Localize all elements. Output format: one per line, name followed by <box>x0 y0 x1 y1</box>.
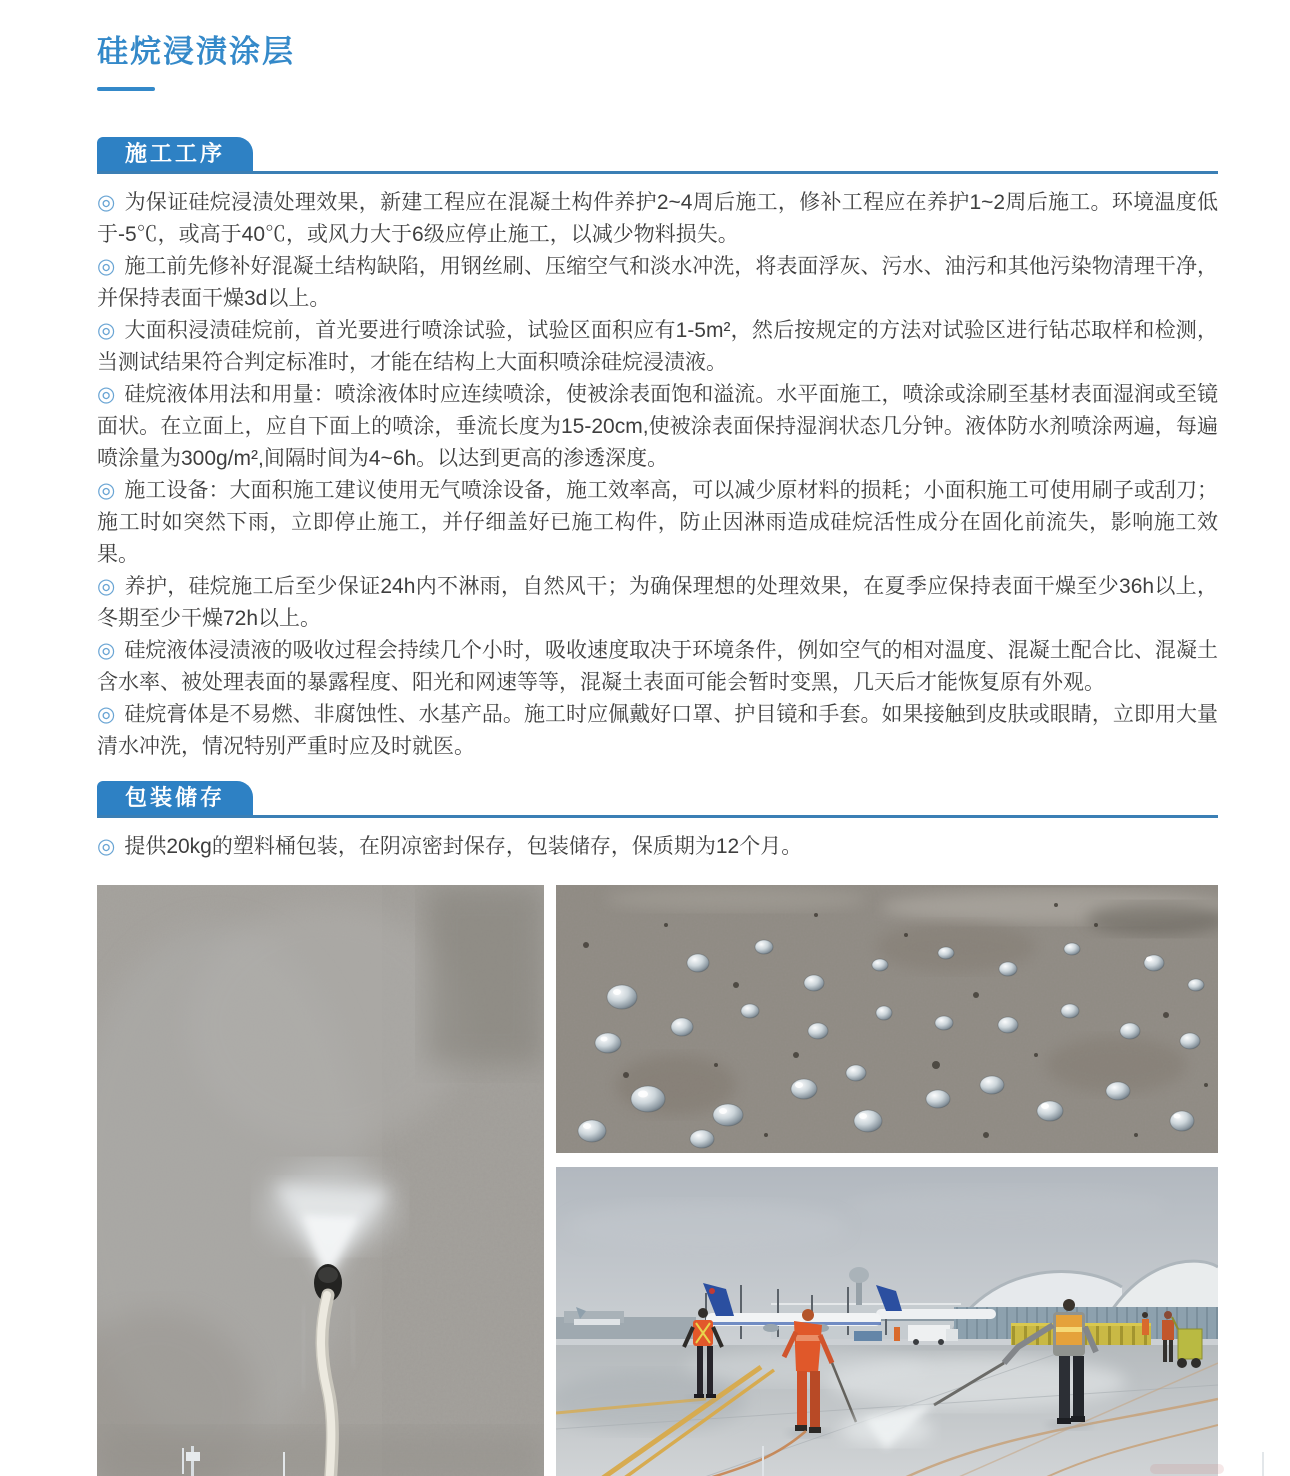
ghost-line <box>762 1446 764 1476</box>
photo-silane-spray-svg <box>97 885 544 1476</box>
bullet-text: 养护，硅烷施工后至少保证24h内不淋雨，自然风干；为确保理想的处理效果，在夏季应保持表面干燥至少36h以上，冬期至少干燥72h以上。 <box>97 575 1218 630</box>
page-content <box>97 0 1218 1476</box>
page-title: 硅烷浸渍涂层 <box>97 34 295 69</box>
section-heading-tab: 施工工序 <box>97 137 253 171</box>
bullet-text: 硅烷液体浸渍液的吸收过程会持续几个小时，吸收速度取决于环境条件，例如空气的相对温度、混凝土配合比、混凝土含水率、被处理表面的暴露程度、阳光和网速等等，混凝土表面可能会暂时变黑，几天后才能恢复原有外观。 <box>97 639 1218 694</box>
bullet-paragraph <box>97 379 1218 475</box>
section-construction-procedure <box>97 137 1218 763</box>
section-heading-tab: 包装储存 <box>97 781 253 815</box>
ghost-line <box>182 1448 184 1474</box>
photo-column-right <box>556 885 1218 1476</box>
section-heading-rule <box>97 137 1218 174</box>
section-heading-rule <box>97 781 1218 818</box>
bullet-paragraph <box>97 187 1218 251</box>
bullet-paragraph <box>97 571 1218 635</box>
bullet-text: 施工前先修补好混凝土结构缺陷，用钢丝刷、压缩空气和淡水冲洗，将表面浮灰、污水、油污和其他污染物清理干净，并保持表面干燥3d以上。 <box>97 255 1218 310</box>
bullet-icon: ◎ <box>97 575 116 598</box>
section-packaging-storage <box>97 781 1218 863</box>
bullet-text: 大面积浸渍硅烷前，首光要进行喷涂试验，试验区面积应有1-5m²，然后按规定的方法对试验区进行钻芯取样和检测，当测试结果符合判定标准时，才能在结构上大面积喷涂硅烷浸渍液。 <box>97 319 1218 374</box>
photo-water-beads-svg <box>556 885 1218 1153</box>
ghost-smudge <box>1150 1464 1224 1474</box>
photo-airport-svg <box>556 1167 1218 1476</box>
bullet-icon: ◎ <box>97 639 116 662</box>
ghost-line <box>191 1446 194 1476</box>
bullet-icon: ◎ <box>97 255 116 278</box>
bullet-text: 硅烷膏体是不易燃、非腐蚀性、水基产品。施工时应佩戴好口罩、护目镜和手套。如果接触到皮肤或眼睛，立即用大量清水冲洗，情况特别严重时应及时就医。 <box>97 703 1218 758</box>
photo-workers-spraying-airport-apron <box>556 1167 1218 1476</box>
photo-water-beads-on-concrete <box>556 885 1218 1153</box>
bullet-list <box>97 187 1218 763</box>
bullet-paragraph <box>97 315 1218 379</box>
ghost-line <box>1262 1452 1264 1476</box>
bullet-paragraph <box>97 251 1218 315</box>
bullet-paragraph <box>97 475 1218 571</box>
bullet-icon: ◎ <box>97 319 116 342</box>
bullet-icon: ◎ <box>97 835 116 858</box>
ghost-mark <box>186 1452 200 1461</box>
bullet-text: 硅烷液体用法和用量：喷涂液体时应连续喷涂，使被涂表面饱和溢流。水平面施工，喷涂或涂刷至基材表面湿润或至镜面状。在立面上，应自下面上的喷涂，垂流长度为15-20cm,使被涂表面保持湿润状态几分钟。液体防水剂喷涂两遍，每遍喷涂量为300g/m²,间隔时间为4~6h。以达到更高的渗透深度。 <box>97 383 1218 470</box>
bullet-paragraph <box>97 635 1218 699</box>
bullet-paragraph <box>97 831 1218 863</box>
ghost-line <box>283 1452 285 1476</box>
bullet-text: 为保证硅烷浸渍处理效果，新建工程应在混凝土构件养护2~4周后施工，修补工程应在养护1~2周后施工。环境温度低于-5℃，或高于40℃，或风力大于6级应停止施工，以减少物料损失。 <box>97 191 1218 246</box>
bullet-icon: ◎ <box>97 479 116 502</box>
bullet-text: 施工设备：大面积施工建议使用无气喷涂设备，施工效率高，可以减少原材料的损耗；小面积施工可使用刷子或刮刀；施工时如突然下雨，立即停止施工，并仔细盖好已施工构件，防止因淋雨造成硅烷活性成分在固化前流失，影响施工效果。 <box>97 479 1218 566</box>
bullet-icon: ◎ <box>97 703 116 726</box>
photo-grid <box>97 885 1218 1476</box>
bullet-icon: ◎ <box>97 191 116 214</box>
bullet-list <box>97 831 1218 863</box>
title-underline <box>97 87 155 91</box>
photo-silane-spray-on-concrete-wall <box>97 885 544 1476</box>
bullet-icon: ◎ <box>97 383 116 406</box>
bullet-text: 提供20kg的塑料桶包装，在阴凉密封保存，包装储存，保质期为12个月。 <box>124 835 803 858</box>
bullet-paragraph <box>97 699 1218 763</box>
